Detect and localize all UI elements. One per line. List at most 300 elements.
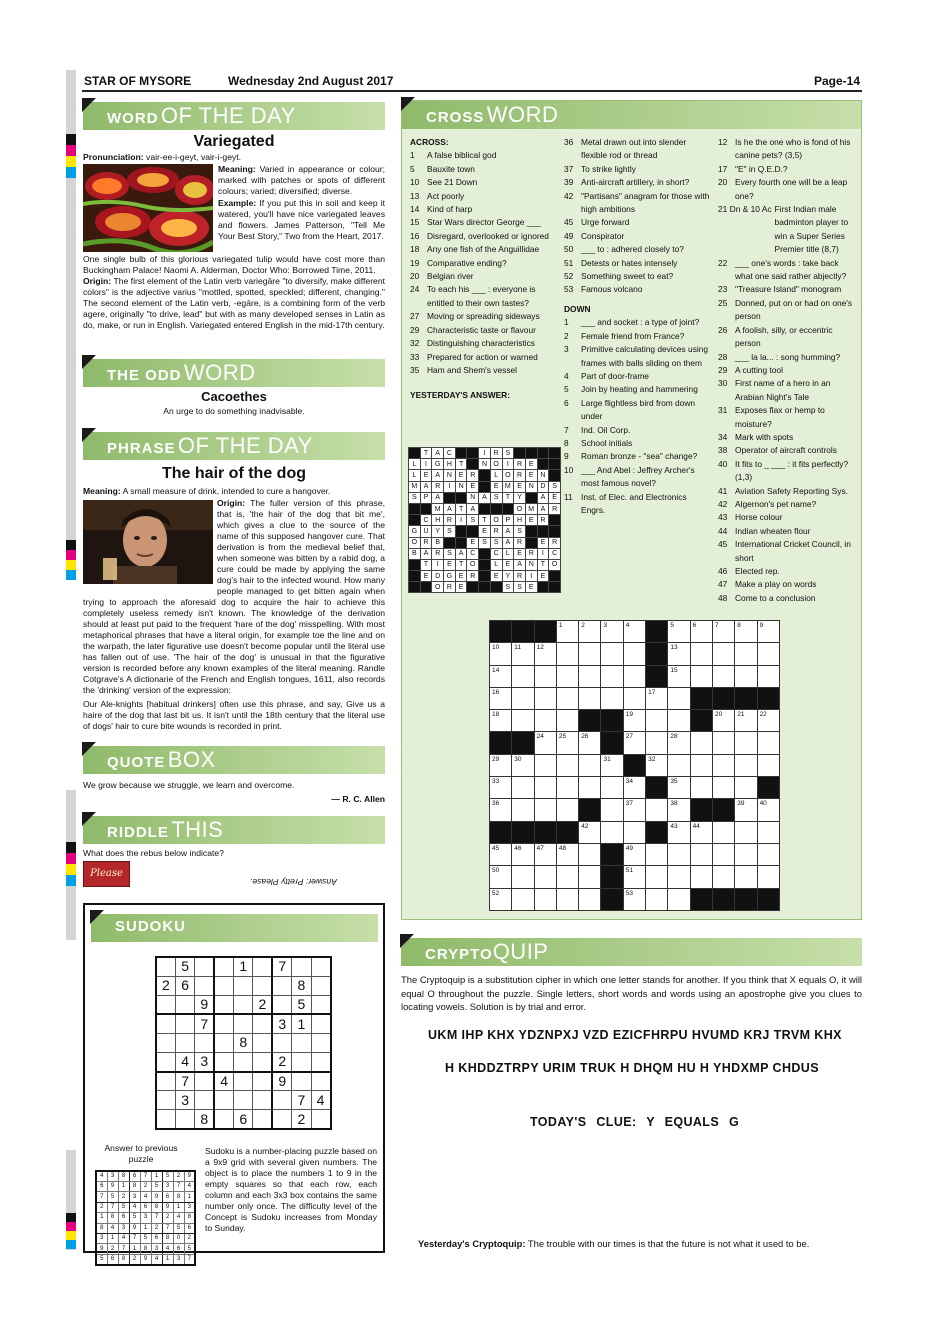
sudoku-cell[interactable] xyxy=(214,1033,233,1052)
sudoku-cell[interactable] xyxy=(272,1033,291,1052)
sudoku-cell[interactable] xyxy=(156,995,175,1014)
crossword-cell[interactable] xyxy=(601,821,623,843)
crossword-cell[interactable]: 12 xyxy=(534,643,556,665)
crossword-cell[interactable]: 14 xyxy=(490,665,512,687)
sudoku-cell[interactable] xyxy=(195,1091,214,1110)
crossword-cell[interactable] xyxy=(601,687,623,709)
crossword-cell[interactable] xyxy=(735,665,757,687)
answer-cell xyxy=(479,470,491,481)
crossword-cell[interactable]: 26 xyxy=(579,732,601,754)
crossword-cell[interactable] xyxy=(646,732,668,754)
crossword-cell[interactable] xyxy=(668,843,690,865)
answer-cell: T xyxy=(455,503,467,514)
answer-cell: A xyxy=(537,492,549,503)
crossword-cell[interactable] xyxy=(556,754,578,776)
sudoku-cell[interactable] xyxy=(175,1014,194,1033)
crossword-cell[interactable] xyxy=(534,665,556,687)
answer-cell xyxy=(455,526,467,537)
quote-text: We grow because we struggle, we learn and overcome. xyxy=(83,780,295,790)
riddle-question: What does the rebus below indicate? xyxy=(83,848,224,858)
crossword-cell[interactable]: 19 xyxy=(623,710,645,732)
sudoku-cell[interactable]: 2 xyxy=(156,976,175,995)
sudoku-cell[interactable]: 4 xyxy=(214,1072,233,1091)
crossword-cell[interactable] xyxy=(556,665,578,687)
sudoku-cell[interactable] xyxy=(272,995,291,1014)
crossword-cell[interactable] xyxy=(646,866,668,888)
crossword-cell[interactable] xyxy=(757,754,779,776)
sudoku-cell[interactable] xyxy=(195,957,214,976)
crossword-cell[interactable] xyxy=(690,843,712,865)
sudoku-cell: 7 xyxy=(118,1244,129,1254)
crossword-cell[interactable] xyxy=(712,754,734,776)
clue-item: 1 ___ and socket : a type of joint? xyxy=(564,317,700,328)
crossword-cell[interactable] xyxy=(757,665,779,687)
crossword-cell[interactable] xyxy=(690,643,712,665)
crossword-cell[interactable]: 52 xyxy=(490,888,512,910)
crossword-cell[interactable]: 53 xyxy=(623,888,645,910)
crossword-cell[interactable] xyxy=(757,866,779,888)
crossword-cell[interactable] xyxy=(534,866,556,888)
crossword-cell[interactable] xyxy=(735,754,757,776)
sudoku-cell[interactable] xyxy=(253,976,272,995)
crossword-cell[interactable] xyxy=(534,710,556,732)
crossword-cell[interactable]: 15 xyxy=(668,665,690,687)
crossword-cell[interactable] xyxy=(579,888,601,910)
sudoku-cell[interactable]: 9 xyxy=(195,995,214,1014)
crossword-cell[interactable] xyxy=(556,888,578,910)
crossword-cell[interactable] xyxy=(623,687,645,709)
crossword-cell[interactable]: 34 xyxy=(623,777,645,799)
sudoku-cell[interactable] xyxy=(292,1052,311,1071)
crossword-cell[interactable]: 13 xyxy=(668,643,690,665)
crossword-cell[interactable] xyxy=(668,687,690,709)
crossword-cell[interactable] xyxy=(668,754,690,776)
crossword-cell[interactable] xyxy=(512,710,534,732)
answer-cell: H xyxy=(444,459,456,470)
crossword-cell[interactable] xyxy=(690,866,712,888)
crossword-cell[interactable] xyxy=(690,777,712,799)
sudoku-cell[interactable] xyxy=(311,1072,330,1091)
crossword-cell[interactable] xyxy=(646,843,668,865)
crossword-cell[interactable] xyxy=(757,821,779,843)
black-square xyxy=(646,665,668,687)
sudoku-cell[interactable] xyxy=(292,957,311,976)
sudoku-cell[interactable] xyxy=(311,976,330,995)
crossword-cell[interactable]: 20 xyxy=(712,710,734,732)
black-square xyxy=(690,799,712,821)
sudoku-cell[interactable]: 3 xyxy=(272,1014,291,1033)
crossword-cell[interactable]: 47 xyxy=(534,843,556,865)
sudoku-cell[interactable] xyxy=(214,1014,233,1033)
sudoku-cell[interactable] xyxy=(214,957,233,976)
sudoku-cell[interactable]: 3 xyxy=(195,1052,214,1071)
cryptoquip-clue: TODAY'S CLUE: Y EQUALS G xyxy=(530,1115,740,1129)
answer-cell: O xyxy=(490,515,502,526)
sudoku-cell[interactable]: 6 xyxy=(175,976,194,995)
sudoku-cell: 4 xyxy=(184,1182,195,1192)
answer-cell xyxy=(549,470,561,481)
crossword-cell[interactable] xyxy=(735,777,757,799)
sudoku-cell: 6 xyxy=(184,1223,195,1233)
crossword-cell[interactable]: 40 xyxy=(757,799,779,821)
black-square xyxy=(735,888,757,910)
answer-cell: L xyxy=(490,470,502,481)
answer-cell: E xyxy=(525,515,537,526)
sudoku-cell: 1 xyxy=(129,1244,140,1254)
crossword-cell[interactable] xyxy=(512,777,534,799)
odd-word: Cacoethes xyxy=(201,389,267,404)
answer-cell: R xyxy=(420,537,432,548)
sudoku-cell[interactable] xyxy=(292,1072,311,1091)
crossword-cell[interactable]: 38 xyxy=(668,799,690,821)
crossword-cell[interactable]: 10 xyxy=(490,643,512,665)
sudoku-grid[interactable] xyxy=(155,956,332,1130)
sudoku-cell[interactable]: 8 xyxy=(292,976,311,995)
crossword-cell[interactable] xyxy=(757,643,779,665)
crossword-cell[interactable] xyxy=(556,710,578,732)
crossword-cell[interactable] xyxy=(601,799,623,821)
crossword-cell[interactable]: 33 xyxy=(490,777,512,799)
sudoku-cell[interactable]: 1 xyxy=(234,957,253,976)
crossword-cell[interactable] xyxy=(556,777,578,799)
answer-cell: R xyxy=(514,571,526,582)
crossword-cell[interactable] xyxy=(512,888,534,910)
yesterday-answer-grid xyxy=(408,447,561,593)
sudoku-cell[interactable] xyxy=(156,1052,175,1071)
crossword-cell[interactable]: 50 xyxy=(490,866,512,888)
sudoku-cell: 1 xyxy=(96,1213,107,1223)
sudoku-cell[interactable]: 2 xyxy=(272,1052,291,1071)
sudoku-cell[interactable] xyxy=(195,1033,214,1052)
sudoku-cell[interactable] xyxy=(234,995,253,1014)
sudoku-cell[interactable]: 1 xyxy=(292,1014,311,1033)
black-square xyxy=(534,821,556,843)
crossword-cell[interactable]: 36 xyxy=(490,799,512,821)
clue-item: 42 Algernon's pet name? xyxy=(718,498,817,509)
crossword-cell[interactable]: 6 xyxy=(690,621,712,643)
clue-item: 53 Famous volcano xyxy=(564,284,643,295)
clue-item: 32 Distinguishing characteristics xyxy=(410,338,535,349)
crossword-cell[interactable] xyxy=(646,710,668,732)
crossword-cell[interactable] xyxy=(512,687,534,709)
sudoku-cell[interactable] xyxy=(272,1110,291,1129)
crossword-cell[interactable]: 43 xyxy=(668,821,690,843)
sudoku-previous-answer-grid xyxy=(95,1170,196,1266)
crossword-cell[interactable] xyxy=(512,866,534,888)
answer-cell xyxy=(549,571,561,582)
answer-cell: E xyxy=(467,481,479,492)
crossword-cell[interactable]: 30 xyxy=(512,754,534,776)
crossword-cell[interactable] xyxy=(556,866,578,888)
answer-cell: E xyxy=(525,470,537,481)
crossword-cell[interactable]: 17 xyxy=(646,687,668,709)
answer-cell: O xyxy=(409,537,421,548)
sudoku-cell[interactable] xyxy=(272,976,291,995)
crossword-cell[interactable] xyxy=(623,821,645,843)
sudoku-cell[interactable] xyxy=(292,1033,311,1052)
variegated-leaf-photo xyxy=(83,164,213,252)
phrase-quote: Our Ale-knights [habitual drinkers] often use this phrase, and say, Give us a haire of the dog that last bit us. It isn't until the 18th century that the literal use of dogs' hair to cure bite wounds is recorded in print. xyxy=(83,699,385,731)
crossword-cell[interactable]: 29 xyxy=(490,754,512,776)
sudoku-cell: 6 xyxy=(107,1254,118,1265)
crossword-cell[interactable]: 5 xyxy=(668,621,690,643)
sudoku-cell[interactable]: 7 xyxy=(292,1091,311,1110)
clues-col2: 36 Metal drawn out into slender flexible rod or thread 37 To strike lightly 39 Anti-aircraft artillery, in short? 42 "Partisans" anagram for those with high ambitions 45 Urge forward 49 Conspirator 50 ___ to : adhered closely to? 51 Detests or hates intensely 52 Something sweet to eat? 53 Famous volcano DOWN 1 ___ and socket : a type of joint? 2 Female friend from France? 3 Primitive calculating devices using frames with balls sliding on them 4 Part of door-frame 5 Join by heating and hammering 6 Large flightless bird from down under 7 Ind. Oil Corp. 8 School initials 9 Roman bronze - "sea" change? 10 ___ And Abel : Jeffrey Archer's most famous novel? 11 Inst. of Elec. and Electronics Engrs. xyxy=(564,136,712,517)
clue-item: 20 Belgian river xyxy=(410,271,474,282)
crossword-cell[interactable]: 51 xyxy=(623,866,645,888)
crossword-cell[interactable]: 16 xyxy=(490,687,512,709)
sudoku-cell[interactable] xyxy=(156,1091,175,1110)
crossword-cell[interactable]: 11 xyxy=(512,643,534,665)
crossword-cell[interactable] xyxy=(534,799,556,821)
crossword-cell[interactable]: 1 xyxy=(556,621,578,643)
crossword-cell[interactable] xyxy=(690,732,712,754)
crossword-cell[interactable]: 18 xyxy=(490,710,512,732)
sudoku-cell[interactable] xyxy=(156,1072,175,1091)
crossword-cell[interactable]: 37 xyxy=(623,799,645,821)
sudoku-cell[interactable] xyxy=(195,1072,214,1091)
answer-cell: A xyxy=(455,548,467,559)
sudoku-cell[interactable] xyxy=(311,1052,330,1071)
crossword-cell[interactable] xyxy=(623,643,645,665)
sudoku-cell[interactable] xyxy=(214,1110,233,1129)
crossword-cell[interactable]: 31 xyxy=(601,754,623,776)
crossword-cell[interactable] xyxy=(579,843,601,865)
black-square xyxy=(646,821,668,843)
clue-item: 15 Star Wars director George ___ xyxy=(410,217,541,228)
crossword-cell[interactable]: 39 xyxy=(735,799,757,821)
sudoku-cell[interactable] xyxy=(253,957,272,976)
sudoku-cell: 1 xyxy=(162,1254,173,1265)
answer-cell: R xyxy=(444,515,456,526)
sudoku-cell: 3 xyxy=(162,1182,173,1192)
crossword-cell[interactable]: 42 xyxy=(579,821,601,843)
black-square xyxy=(690,687,712,709)
crossword-cell[interactable] xyxy=(579,687,601,709)
crossword-cell[interactable]: 8 xyxy=(735,621,757,643)
cryptoquip-line-2: H KHDDZTRPY URIM TRUK H DHQM HU H YHDXMP CHDUS xyxy=(445,1061,819,1075)
sudoku-cell[interactable]: 8 xyxy=(195,1110,214,1129)
sudoku-cell[interactable] xyxy=(156,957,175,976)
answer-cell: N xyxy=(525,481,537,492)
sudoku-cell[interactable]: 5 xyxy=(175,957,194,976)
sudoku-cell[interactable]: 7 xyxy=(195,1014,214,1033)
crossword-cell[interactable] xyxy=(601,777,623,799)
sudoku-cell[interactable]: 3 xyxy=(175,1091,194,1110)
crossword-cell[interactable] xyxy=(668,888,690,910)
sudoku-cell[interactable] xyxy=(214,976,233,995)
crossword-cell[interactable] xyxy=(735,821,757,843)
cryptoquip-banner: CRYPTOQUIP xyxy=(401,938,862,966)
crossword-cell[interactable] xyxy=(579,754,601,776)
crossword-cell[interactable]: 24 xyxy=(534,732,556,754)
crossword-cell[interactable] xyxy=(735,643,757,665)
sudoku-cell[interactable] xyxy=(234,1014,253,1033)
sudoku-cell[interactable] xyxy=(311,995,330,1014)
crossword-cell[interactable] xyxy=(712,665,734,687)
sudoku-cell[interactable] xyxy=(253,1091,272,1110)
sudoku-cell[interactable] xyxy=(234,1072,253,1091)
crossword-cell[interactable] xyxy=(534,754,556,776)
sudoku-cell[interactable] xyxy=(175,995,194,1014)
answer-cell: T xyxy=(502,492,514,503)
sudoku-cell[interactable] xyxy=(214,995,233,1014)
phrase-meaning: Meaning: A small measure of drink, intended to cure a hangover. xyxy=(83,486,331,496)
sudoku-cell: 6 xyxy=(162,1192,173,1202)
black-square xyxy=(512,732,534,754)
answer-cell: M xyxy=(409,481,421,492)
sudoku-cell[interactable] xyxy=(195,976,214,995)
answer-cell: T xyxy=(479,515,491,526)
crossword-cell[interactable] xyxy=(668,710,690,732)
answer-cell: H xyxy=(432,515,444,526)
answer-cell xyxy=(549,515,561,526)
crossword-cell[interactable] xyxy=(556,687,578,709)
sudoku-cell[interactable] xyxy=(214,1052,233,1071)
crossword-cell[interactable]: 35 xyxy=(668,777,690,799)
answer-cell xyxy=(455,492,467,503)
sudoku-cell[interactable]: 4 xyxy=(175,1052,194,1071)
sudoku-cell[interactable] xyxy=(272,1091,291,1110)
crossword-cell[interactable]: 9 xyxy=(757,621,779,643)
crossword-cell[interactable] xyxy=(735,843,757,865)
crossword-cell[interactable] xyxy=(712,777,734,799)
answer-cell: S xyxy=(514,582,526,593)
sudoku-cell[interactable] xyxy=(214,1091,233,1110)
crossword-cell[interactable]: 3 xyxy=(601,621,623,643)
sudoku-cell: 6 xyxy=(173,1244,184,1254)
crossword-cell[interactable]: 21 xyxy=(735,710,757,732)
sudoku-description: Sudoku is a number-placing puzzle based on a 9x9 grid with several given numbers. The object is to place the numbers 1 to 9 in the empty squares so that each row, each column and each 3x3 box contains the same number only once. The difficulty level of the Concept is Sudoku increases from Monday to Sunday. xyxy=(205,1146,377,1233)
crossword-cell[interactable] xyxy=(690,665,712,687)
answer-cell: L xyxy=(409,459,421,470)
crossword-cell[interactable] xyxy=(668,866,690,888)
crossword-cell[interactable] xyxy=(757,732,779,754)
crossword-cell[interactable]: 48 xyxy=(556,843,578,865)
crossword-cell[interactable] xyxy=(646,799,668,821)
sudoku-cell[interactable]: 2 xyxy=(292,1110,311,1129)
crossword-cell[interactable]: 22 xyxy=(757,710,779,732)
phrase-origin: Origin: The fuller version of this phrase, that is, 'the hair of the dog that bit me', which gives a clue to the source of the name of this supposed hangover cure. That derivation is from the medieval belief that, when someone was bitten by a rabid dog, a cure could be made by applying the same dog's hair to the infected wound. How many people managed to get bitten again when trying to approach the aforesaid dog to acquire the hair to achieve this completely useless remedy isn't known. The knowledge of the derivation should at least put paid to the frequent 'hare of the dog' misspelling. With most metaphorical phrases that have a literal origin, for example toe the line and on the warpath, the later figurative use doesn't become popular until the literal use has fallen out of use. 'The hair of the dog' is unusual in that the figurative version is recorded before any known examples of the literal meaning. Randle Cotgrave's A dictionarie of the French and English tongues, 1611, also records the 'drinking' version of the expression: xyxy=(83,498,386,695)
sudoku-cell[interactable] xyxy=(234,1091,253,1110)
crossword-grid[interactable] xyxy=(489,620,780,911)
paper-name: STAR OF MYSORE xyxy=(84,74,192,88)
clue-item: 38 Operator of aircraft controls xyxy=(718,445,837,456)
sudoku-cell[interactable]: 9 xyxy=(272,1072,291,1091)
answer-cell: T xyxy=(420,448,432,459)
crossword-cell[interactable]: 7 xyxy=(712,621,734,643)
sudoku-cell: 8 xyxy=(151,1202,162,1212)
crossword-cell[interactable]: 44 xyxy=(690,821,712,843)
sudoku-cell[interactable]: 5 xyxy=(292,995,311,1014)
clue-item: 5 Bauxite town xyxy=(410,163,475,174)
sudoku-cell: 2 xyxy=(162,1213,173,1223)
clue-item: 51 Detests or hates intensely xyxy=(564,257,678,268)
sudoku-cell[interactable]: 4 xyxy=(311,1091,330,1110)
clue-item: 21 Dn & 10 Ac First Indian male badminton player to win a Super Series Premier title (8,7) xyxy=(718,204,849,255)
crossword-cell[interactable]: 46 xyxy=(512,843,534,865)
answer-cell: P xyxy=(502,515,514,526)
answer-cell: I xyxy=(455,515,467,526)
sudoku-cell[interactable] xyxy=(156,1014,175,1033)
crossword-cell[interactable]: 45 xyxy=(490,843,512,865)
crossword-cell[interactable] xyxy=(534,777,556,799)
sudoku-cell[interactable] xyxy=(175,1110,194,1129)
crossword-cell[interactable]: 25 xyxy=(556,732,578,754)
crossword-cell[interactable] xyxy=(690,754,712,776)
sudoku-cell[interactable]: 7 xyxy=(175,1072,194,1091)
crossword-cell[interactable] xyxy=(712,643,734,665)
sudoku-cell[interactable] xyxy=(156,1033,175,1052)
sudoku-cell[interactable] xyxy=(234,976,253,995)
answer-cell: R xyxy=(514,470,526,481)
sudoku-cell: 7 xyxy=(184,1254,195,1265)
crossword-cell[interactable] xyxy=(579,866,601,888)
sudoku-cell[interactable] xyxy=(311,957,330,976)
crossword-cell[interactable] xyxy=(646,888,668,910)
sudoku-cell: 2 xyxy=(173,1171,184,1182)
crossword-cell[interactable] xyxy=(579,777,601,799)
crossword-cell[interactable] xyxy=(712,821,734,843)
crossword-cell[interactable] xyxy=(534,687,556,709)
crossword-cell[interactable] xyxy=(712,732,734,754)
crossword-cell[interactable] xyxy=(512,665,534,687)
crossword-cell[interactable]: 2 xyxy=(579,621,601,643)
sudoku-cell[interactable]: 7 xyxy=(272,957,291,976)
sudoku-cell[interactable] xyxy=(234,1052,253,1071)
crossword-cell[interactable] xyxy=(623,665,645,687)
crossword-cell[interactable]: 32 xyxy=(646,754,668,776)
crossword-cell[interactable] xyxy=(601,665,623,687)
sudoku-cell[interactable] xyxy=(253,1014,272,1033)
crossword-cell[interactable] xyxy=(579,643,601,665)
answer-cell: N xyxy=(525,559,537,570)
sudoku-cell[interactable] xyxy=(311,1033,330,1052)
sudoku-cell[interactable] xyxy=(253,1052,272,1071)
sudoku-cell[interactable] xyxy=(253,1072,272,1091)
sudoku-cell[interactable]: 6 xyxy=(234,1110,253,1129)
clue-item: 50 ___ to : adhered closely to? xyxy=(564,244,684,255)
crossword-cell[interactable]: 49 xyxy=(623,843,645,865)
crossword-cell[interactable] xyxy=(712,866,734,888)
crossword-cell[interactable]: 4 xyxy=(623,621,645,643)
black-square xyxy=(757,888,779,910)
sudoku-cell[interactable] xyxy=(311,1014,330,1033)
sudoku-cell[interactable] xyxy=(253,1110,272,1129)
crossword-cell[interactable] xyxy=(556,643,578,665)
answer-cell: T xyxy=(537,559,549,570)
crossword-cell[interactable] xyxy=(735,732,757,754)
crossword-cell[interactable]: 27 xyxy=(623,732,645,754)
clue-item: 26 A foolish, silly, or eccentric person xyxy=(718,324,833,349)
crossword-cell[interactable] xyxy=(579,665,601,687)
crossword-cell[interactable] xyxy=(757,843,779,865)
sudoku-cell[interactable] xyxy=(156,1110,175,1129)
crossword-cell[interactable] xyxy=(735,866,757,888)
sudoku-cell[interactable] xyxy=(253,1033,272,1052)
answer-cell: E xyxy=(525,582,537,593)
crossword-cell[interactable] xyxy=(556,799,578,821)
sudoku-cell[interactable]: 2 xyxy=(253,995,272,1014)
crossword-cell[interactable] xyxy=(534,888,556,910)
sudoku-cell[interactable] xyxy=(175,1033,194,1052)
crossword-cell[interactable]: 28 xyxy=(668,732,690,754)
crossword-cell[interactable] xyxy=(712,843,734,865)
sudoku-cell[interactable]: 8 xyxy=(234,1033,253,1052)
crossword-cell[interactable] xyxy=(512,799,534,821)
sudoku-cell[interactable] xyxy=(311,1110,330,1129)
crossword-cell[interactable] xyxy=(601,643,623,665)
